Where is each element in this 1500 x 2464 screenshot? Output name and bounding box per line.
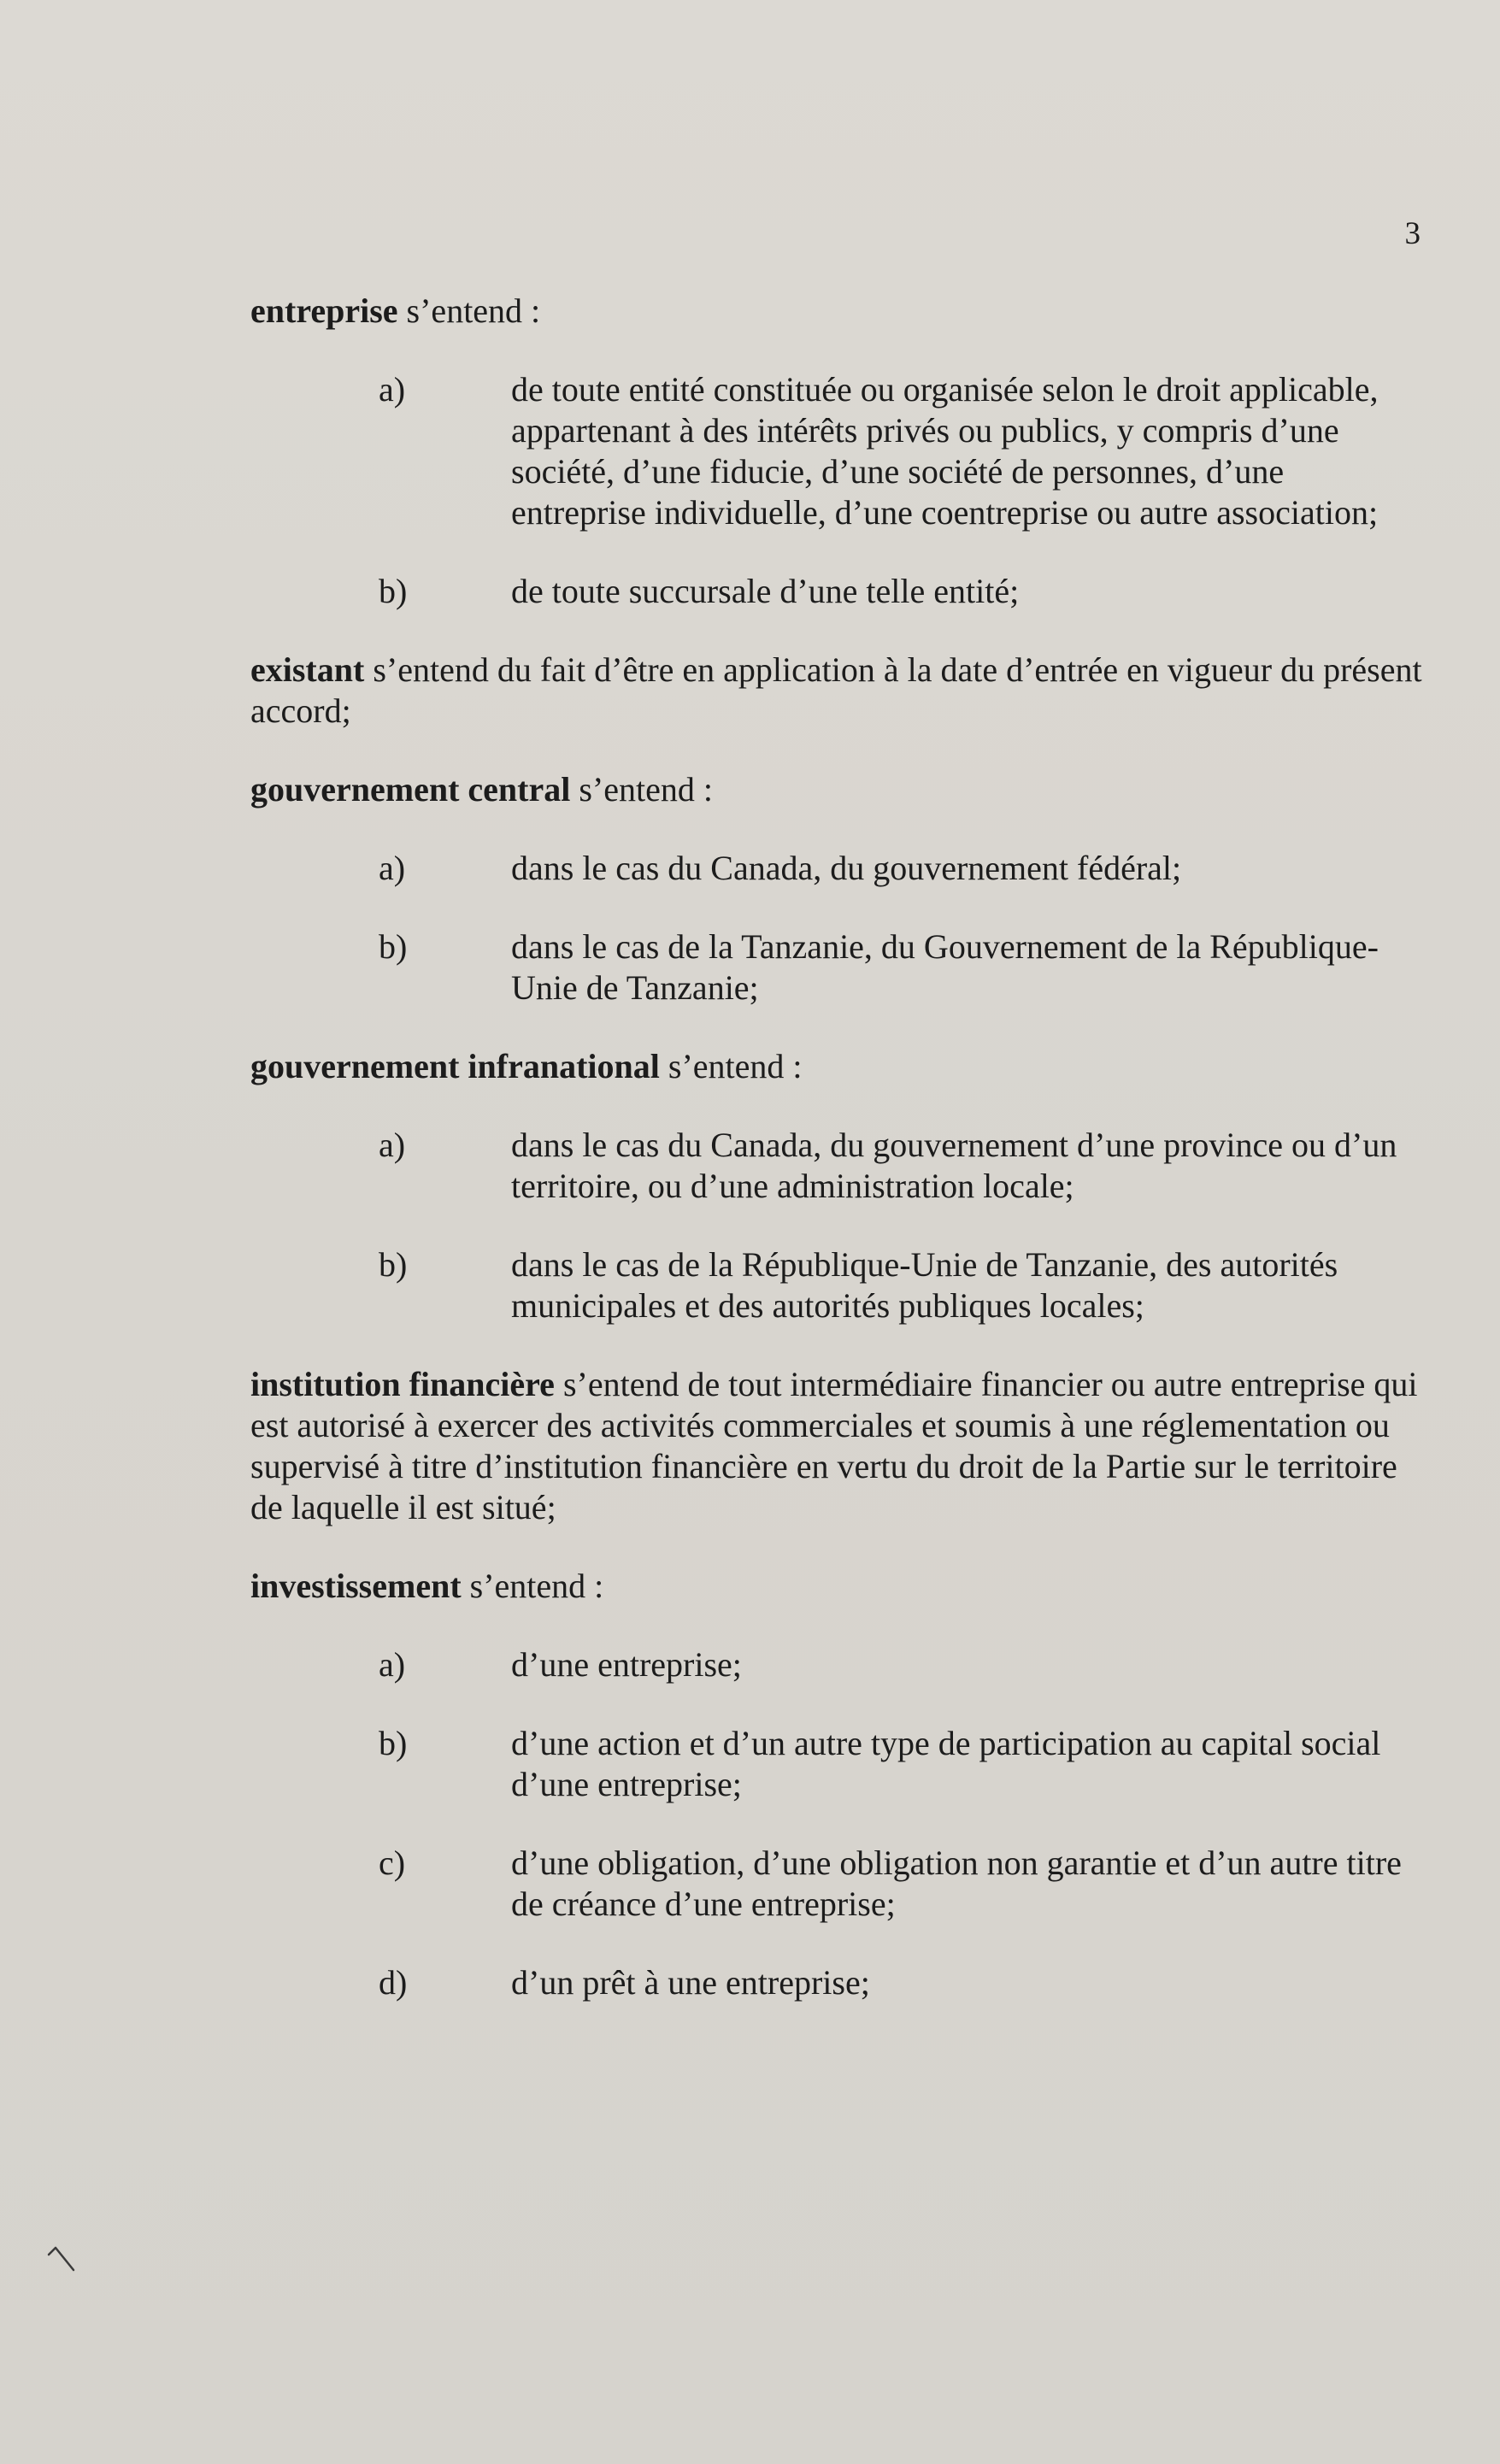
list-item xyxy=(250,1843,1430,1925)
definition-text: s’entend : xyxy=(659,1047,803,1085)
definition-entreprise xyxy=(250,291,1430,332)
pen-mark-icon xyxy=(47,2246,76,2272)
item-text: de toute succursale d’une telle entité; xyxy=(511,572,1020,610)
list-item xyxy=(250,1962,1430,2003)
item-text: d’une entreprise; xyxy=(511,1645,742,1684)
item-label: a) xyxy=(379,849,406,887)
definitions-list xyxy=(250,291,1430,2041)
definition-investissement xyxy=(250,1566,1430,1607)
item-text: d’une obligation, d’une obligation non garantie et d’un autre titre de créance d’une entreprise; xyxy=(511,1844,1402,1923)
definition-text: s’entend du fait d’être en application à la date d’entrée en vigueur du présent accord; xyxy=(250,650,1422,730)
list-item xyxy=(250,571,1430,612)
definition-term: investissement xyxy=(250,1567,462,1605)
item-text: de toute entité constituée ou organisée selon le droit applicable, appartenant à des intérêts privés ou publics, y compris d’une société, d’une fiducie, d’une société de personnes, d’une entreprise individuelle, d’une coentreprise ou autre association; xyxy=(511,370,1379,532)
item-label: d) xyxy=(379,1963,408,2002)
definition-term: existant xyxy=(250,650,365,689)
definition-term: institution financière xyxy=(250,1365,555,1403)
page-number: 3 xyxy=(1404,216,1421,251)
definition-institution-financiere xyxy=(250,1364,1430,1528)
definition-text: s’entend de tout intermédiaire financier ou autre entreprise qui est autorisé à exercer des activités commerciales et soumis à une réglementation ou supervisé à titre d’institution financière en vertu du droit de la Partie sur le territoire de laquelle il est situé; xyxy=(250,1365,1418,1526)
item-label: b) xyxy=(379,572,408,610)
definition-term: gouvernement central xyxy=(250,770,571,809)
item-label: b) xyxy=(379,1724,408,1762)
list-item xyxy=(250,369,1430,533)
list-item xyxy=(250,1244,1430,1326)
definition-existant xyxy=(250,650,1430,732)
item-label: b) xyxy=(379,927,408,966)
list-item xyxy=(250,1125,1430,1207)
definition-text: s’entend : xyxy=(570,770,713,809)
definition-items xyxy=(250,369,1430,612)
item-text: dans le cas de la Tanzanie, du Gouvernement de la République-Unie de Tanzanie; xyxy=(511,927,1379,1007)
item-label: a) xyxy=(379,370,406,409)
item-label: c) xyxy=(379,1844,406,1882)
item-label: a) xyxy=(379,1645,406,1684)
definition-items xyxy=(250,848,1430,1009)
item-text: dans le cas de la République-Unie de Tanzanie, des autorités municipales et des autorités publiques locales; xyxy=(511,1245,1338,1325)
definition-text: s’entend : xyxy=(397,291,541,330)
definition-items xyxy=(250,1125,1430,1326)
definition-term: gouvernement infranational xyxy=(250,1047,660,1085)
item-label: a) xyxy=(379,1126,406,1164)
definition-gouvernement-central xyxy=(250,769,1430,810)
item-text: dans le cas du Canada, du gouvernement d’une province ou d’un territoire, ou d’une administration locale; xyxy=(511,1126,1397,1205)
list-item xyxy=(250,1644,1430,1685)
definition-gouvernement-infranational xyxy=(250,1046,1430,1087)
item-text: d’une action et d’un autre type de participation au capital social d’une entreprise; xyxy=(511,1724,1381,1803)
list-item xyxy=(250,848,1430,889)
definition-text: s’entend : xyxy=(461,1567,604,1605)
definition-items xyxy=(250,1644,1430,2003)
list-item xyxy=(250,1723,1430,1805)
item-text: dans le cas du Canada, du gouvernement fédéral; xyxy=(511,849,1182,887)
definition-term: entreprise xyxy=(250,291,398,330)
list-item xyxy=(250,926,1430,1009)
item-text: d’un prêt à une entreprise; xyxy=(511,1963,870,2002)
item-label: b) xyxy=(379,1245,408,1284)
